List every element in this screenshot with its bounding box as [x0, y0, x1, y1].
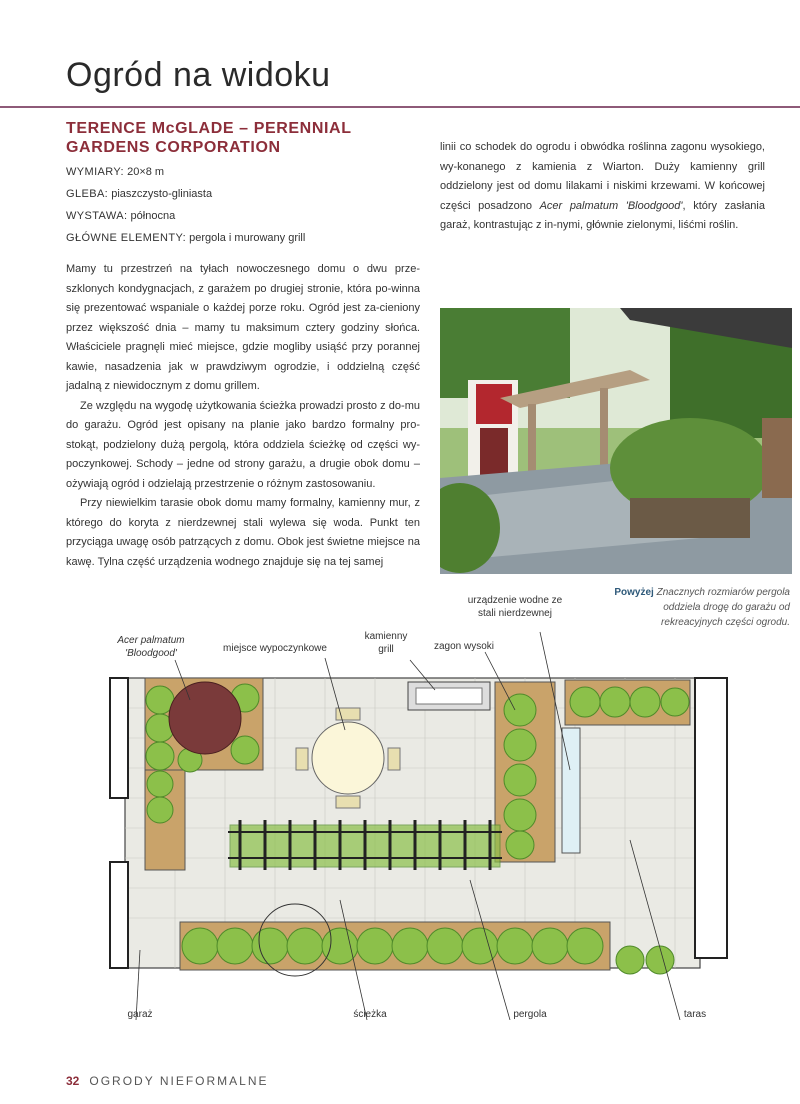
article-column-2 [440, 138, 765, 236]
page-number: 32 [66, 1074, 80, 1088]
section-name: OGRODY NIEFORMALNE [89, 1074, 269, 1088]
spec-elements: GŁÓWNE ELEMENTY: pergola i murowany grill [66, 232, 306, 244]
plant-name: Acer palmatum 'Bloodgood' [539, 199, 683, 212]
label-seating: miejsce wypoczynkowe [223, 643, 327, 654]
paragraph: linii co schodek do ogrodu i obwódka roślinna zagonu wysokiego, wy-konanego z kamienia z Wiarton. Duży kamienny grill oddzielony jest od domu lilakami i niskimi krzewami. W końcowej części posadzono Acer palmatum 'Bloodgood', który zasłania garaż, kontrastując z in-nymi, głównie zielonymi, liśćmi roślin. [440, 141, 765, 231]
page-title: Ogród na widoku [66, 56, 331, 94]
label-acer: Acer palmatum 'Bloodgood' [117, 635, 185, 659]
spec-list [66, 161, 396, 249]
caption-text: Znacznych rozmiarów pergola oddziela drogę do garażu od rekreacyjnych części ogrodu. [656, 587, 790, 628]
designer-heading: TERENCE McGLADE – PERENNIAL GARDENS CORPORATION [66, 120, 352, 156]
page-footer [66, 1074, 269, 1088]
label-garage: garaż [127, 1009, 153, 1020]
spec-exposure: WYSTAWA: północna [66, 210, 176, 222]
garden-photo [440, 308, 792, 574]
label-path: ścieżka [353, 1009, 387, 1020]
label-water-feature: urządzenie wodne ze stali nierdzewnej [467, 595, 563, 619]
label-terrace: taras [683, 1009, 707, 1020]
spec-soil: GLEBA: piaszczysto-gliniasta [66, 188, 213, 200]
garden-photo-illustration [440, 308, 792, 574]
label-grill: kamienny grill [364, 631, 408, 655]
title-rule [0, 106, 800, 108]
label-raised-bed: zagon wysoki [433, 641, 495, 652]
article-column-1 [66, 260, 420, 572]
paragraph: Ze względu na wygodę użytkowania ścieżka prowadzi prosto z do-mu do garażu. Ogród jest opisany na planie jako bardzo formalny pro-stokąt, podzielony dużą pergolą, która oddziela ścieżkę od części wy-poczynkowej. Schody – jedne od strony garażu, a drugie obok domu – ożywiają ogród i odzielają przestrzenie o różnym zastosowaniu. [66, 399, 420, 490]
garden-plan [40, 595, 800, 1020]
paragraph: Mamy tu przestrzeń na tyłach nowoczesnego domu o dwu prze-szklonych kondygnacjach, z garażem po drugiej stronie, która po-winna się prezentować wspaniale o każdej porze roku. Ogród jest za-cieniony przez większość dnia – mamy tu maksimum cztery godziny słońca. Właściciele pragnęli mieć miejsce, gdzie mogliby usiąść przy porannej kawie, nasadzenia jak w prawdziwym ogrodzie, i oddzielną część jadalną z niewidocznym z domu grillem. [66, 263, 420, 392]
caption-lead: Powyżej [614, 587, 654, 598]
label-pergola: pergola [513, 1009, 547, 1020]
garden-plan-drawing [40, 600, 800, 1020]
paragraph: Przy niewielkim tarasie obok domu mamy formalny, kamienny mur, z którego do koryta z nierdzewnej stali wylewa się woda. Punkt ten przyciąga uwagę osób patrzących z domu. Obok jest świetne miejsce na kawę. Tylna część urządzenia wodnego znajduje się na tej samej [66, 497, 420, 568]
spec-dimensions: WYMIARY: 20×8 m [66, 166, 165, 178]
